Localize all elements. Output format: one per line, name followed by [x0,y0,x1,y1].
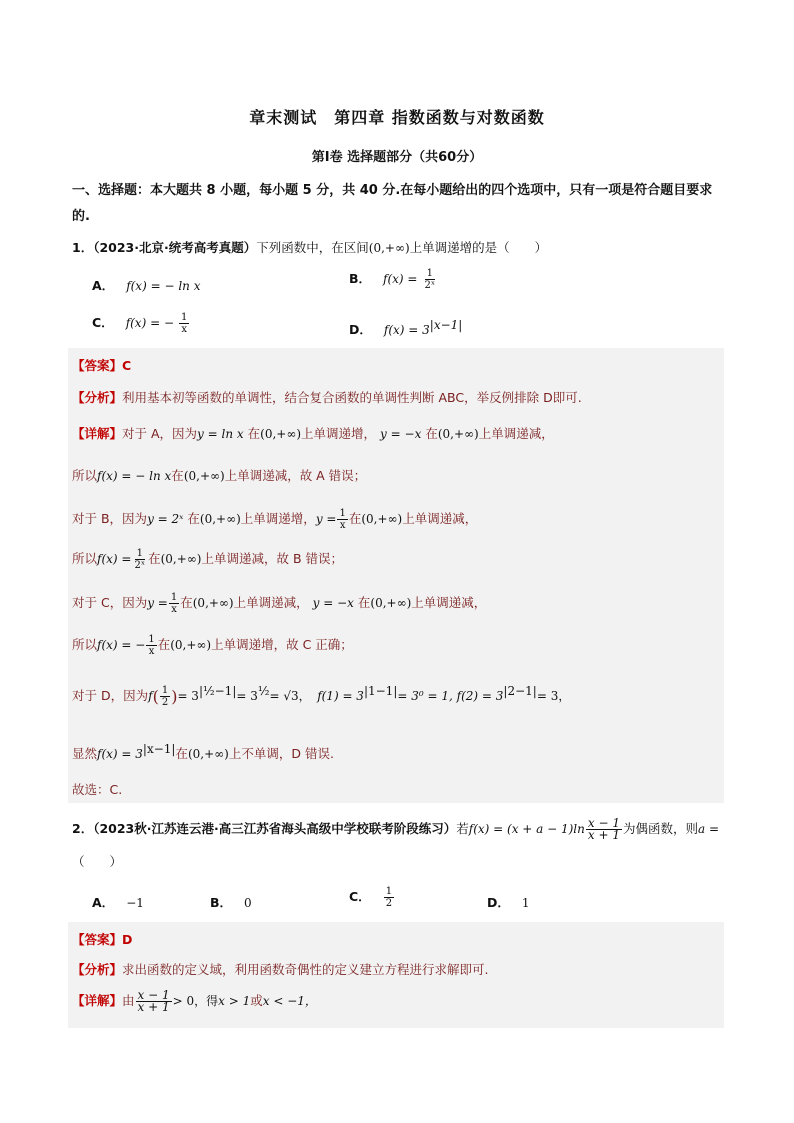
detail-line-5: 对于 C，因为y = $\frac{1}{x}$ 在(0,+∞)上单调递减， y = −x 在(0,+∞)上单调递减， [72,592,487,615]
interval: (0,+∞) [368,241,410,255]
fraction: $\frac{x - 1}{x + 1}$ [587,816,620,842]
page-title: 章末测试 第四章 指数函数与对数函数 [249,108,545,127]
detail-line-8: 显然$f(x) = 3^{|x-1|}$在(0,+∞)上不单调，D 错误. [72,742,334,762]
fraction: $\frac{1}{\text{2ˣ}}$ [134,548,146,571]
fraction: $\frac{1}{2}$ [161,685,169,709]
detail-line-4: 所以f(x) = $\frac{1}{\text{2ˣ}}$ 在(0,+∞)上单调递减，故 B 错误； [72,548,343,571]
option-b[interactable]: B． 0 [210,895,252,910]
analysis-line: 【分析】求出函数的定义域，利用函数奇偶性的定义建立方程进行求解即可. [72,962,489,977]
question-source: （2023秋·江苏连云港·高三江苏省海头高级中学校联考阶段练习） [93,821,457,836]
option-a[interactable] [92,276,200,294]
analysis-tag: 【分析】 [72,390,123,405]
exponent: |x−1| [429,318,463,332]
detail-line-9: 故选：C. [72,782,123,797]
detail-tag: 【详解】 [72,426,123,441]
detail-line-3: 对于 B，因为y = 2ˣ 在(0,+∞)上单调递增，y = $\frac{1}{x}$ 在(0,+∞)上单调递减， [72,508,478,531]
option-expression: f(x) = − [125,316,174,330]
detail-line-2: 所以f(x) = − ln x在(0,+∞)上单调递减，故 A 错误； [72,468,367,483]
question-number: 1． [72,240,94,255]
option-expression: f(x) = 3 [383,323,430,338]
option-letter: B． [349,271,372,286]
answer-block-q1 [68,348,724,803]
fraction: $\frac{1}{x}$ [339,508,346,531]
analysis-text: 利用基本初等函数的单调性，结合复合函数的单调性判断 ABC，举反例排除 D即可. [122,390,582,405]
option-letter: D． [349,322,372,338]
question-text: 上单调递增的是（ ） [409,240,548,255]
detail-line-1: 【详解】对于 A，因为y = ln x 在(0,+∞)上单调递增， y = −x 在(0,+∞)上单调递减， [72,426,554,441]
option-a[interactable]: A． −1 [92,895,144,910]
answer-line [72,356,131,374]
fraction: $\frac{1}{\text{2ˣ}}$ [424,268,436,291]
answer-block-q2 [68,922,724,1028]
option-c[interactable] [92,312,190,335]
option-expression: f(x) = − ln x [126,279,201,293]
answer-value: C [122,358,132,373]
option-b[interactable] [349,268,438,291]
option-letter: A． [92,278,115,293]
question-1-stem [72,238,547,258]
detail-line-7: 对于 D，因为f( $\frac{1}{2}$ )= $3^{|\frac{1}{2}-1|}= 3^{\frac{1}{2}}= √3$， $f(1) = 3^{|1-1|}= 3^0 = 1$, $f(2) = 3^{|2-1|}= 3$， [72,684,571,709]
question-source: （2023·北京·统考高考真题） [93,240,257,255]
option-expression: f(x) = [383,272,418,286]
option-letter: C． [92,315,114,330]
fraction: $\frac{1}{x}$ [170,592,178,615]
question-2-stem-cont: （ ） [72,854,123,869]
detail-line-6: 所以f(x) = − $\frac{1}{x}$ 在(0,+∞)上单调递增，故 C 正确； [72,634,353,657]
question-text: 下列函数中，在区间 [256,240,369,255]
answer-tag: 【答案】 [72,358,123,373]
detail-line: 【详解】由 $\frac{x - 1}{x + 1}$ > 0，得x > 1或x < −1， [72,988,317,1014]
answer-value: D [122,932,133,947]
option-c[interactable]: C． $\frac{1}{2}$ [349,886,393,909]
fraction: $\frac{1}{x}$ [148,634,155,657]
analysis-line [72,388,582,406]
question-2-stem: 2．（2023秋·江苏连云港·高三江苏省海头高级中学校联考阶段练习）若f(x) = (x + a − 1)ln $\frac{x - 1}{x + 1}$ 为偶函数，则a = [72,816,720,842]
fraction: $\frac{1}{2}$ [385,886,393,909]
section-intro: 一、选择题：本大题共 8 小题，每小题 5 分，共 40 分.在每小题给出的四个选项中，只有一项是符合题目要求的. [72,183,713,224]
fraction: $\frac{1}{x}$ [180,312,188,335]
section-subtitle: 第Ⅰ卷 选择题部分（共60分） [311,150,483,165]
function-expression: f(x) = (x + a − 1)ln [468,822,585,836]
option-d[interactable] [349,318,462,338]
answer-line: 【答案】D [72,932,133,947]
option-d[interactable]: D． 1 [487,895,530,910]
question-number: 2． [72,821,94,836]
fraction: $\frac{x - 1}{x + 1}$ [137,988,170,1014]
